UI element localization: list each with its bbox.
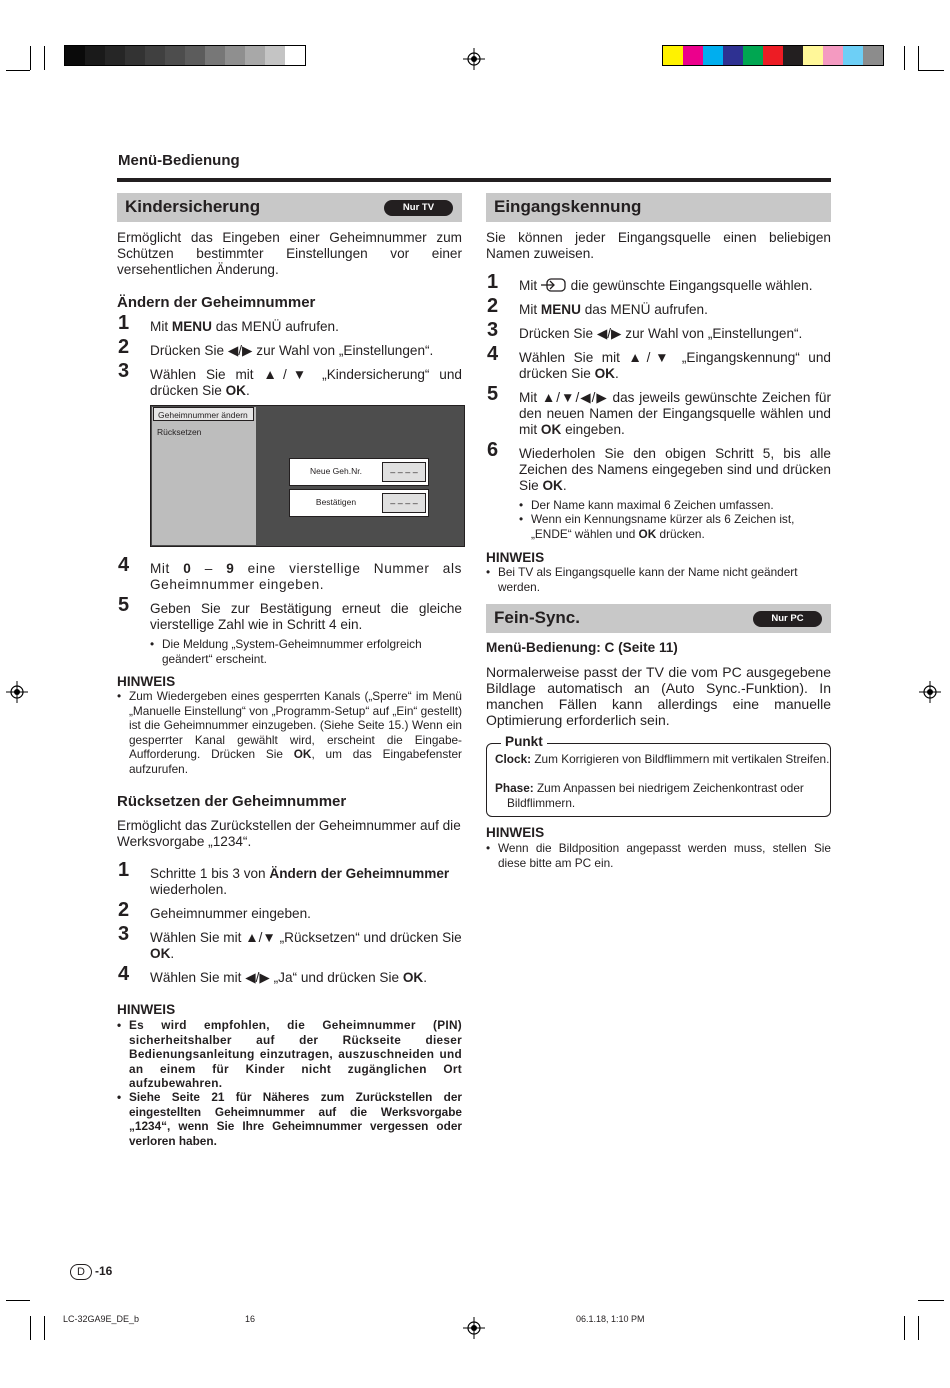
footer-page: 16 <box>245 1314 256 1324</box>
step-number: 4 <box>487 343 499 365</box>
calibration-swatch <box>145 46 165 65</box>
step-number: 1 <box>118 859 130 881</box>
phase-note <box>495 781 835 810</box>
calibration-swatch <box>85 46 105 65</box>
crop-mark <box>904 1316 905 1340</box>
header-rule <box>117 178 831 182</box>
crop-mark <box>918 70 944 71</box>
kindersicherung-header <box>117 193 462 222</box>
note-text: Die Meldung „System-Geheimnummer erfolgreich geändert“ erscheint. <box>162 637 422 666</box>
eingangskennung-header <box>486 193 831 222</box>
calibration-swatch <box>265 46 285 65</box>
fein-sync-intro: Normalerweise passt der TV die vom PC ausgegebene Bildlage automatisch an (Auto Sync.-Funktion). In manchen Fällen kann allerdings eine manuelle Optimierung erforderlich sein. <box>486 664 831 728</box>
registration-mark-icon <box>463 1317 485 1339</box>
hinweis-label: HINWEIS <box>117 674 176 689</box>
eingangskennung-title: Eingangskennung <box>494 197 642 216</box>
note-text: Der Name kann maximal 6 Zeichen umfassen. <box>531 498 774 512</box>
step-text: Wählen Sie mit ▲/▼ „Eingangskennung“ und drücken Sie OK. <box>519 350 831 381</box>
step-text: Drücken Sie ◀/▶ zur Wahl von „Einstellungen“. <box>519 326 803 341</box>
step-text: Geheimnummer eingeben. <box>150 906 311 921</box>
calibration-swatch <box>803 46 823 65</box>
calibration-swatch <box>723 46 743 65</box>
eingangskennung-intro: Sie können jeder Eingangsquelle einen beliebigen Namen zuweisen. <box>486 230 831 261</box>
hinweis-label: HINWEIS <box>486 550 545 565</box>
menu-screen <box>150 405 465 547</box>
hinweis-text: Es wird empfohlen, die Geheimnummer (PIN) sicherheitshalber auf der Rückseite dieser Bedienungsanleitung einzutragen, auszuschneiden und an einem für Kinder nicht zugänglichen Ort aufzubewahren. <box>129 1018 462 1090</box>
calibration-swatch <box>185 46 205 65</box>
step-number: 1 <box>487 271 499 293</box>
step-text: Schritte 1 bis 3 von Ändern der Geheimnummer wiederholen. <box>150 866 450 897</box>
step-number: 4 <box>118 963 130 985</box>
page-number-text: -16 <box>95 1264 113 1278</box>
hinweis-text: Siehe Seite 21 für Näheres zum Zurückstellen der eingestellten Geheimnummer auf die Werksvorgabe „1234“, wenn Sie Ihre Geheimnummer vergessen oder verloren haben. <box>129 1090 462 1148</box>
footer-file: LC-32GA9E_DE_b <box>63 1314 140 1324</box>
crop-mark <box>44 1316 45 1340</box>
punkt-title: Punkt <box>501 734 547 749</box>
kindersicherung-intro: Ermöglicht das Eingeben einer Geheimnummer zum Schützen bestimmter Einstellungen vor einer versehentlichen Änderung. <box>117 230 462 277</box>
input-source-icon <box>541 278 567 292</box>
hinweis-label: HINWEIS <box>486 825 545 840</box>
nur-pc-badge: Nur PC <box>753 611 822 627</box>
change-pin-heading: Ändern der Geheimnummer <box>117 294 316 311</box>
hinweis-label: HINWEIS <box>117 1002 176 1017</box>
calibration-swatch <box>165 46 185 65</box>
crop-mark <box>918 1300 944 1301</box>
fein-sync-header <box>486 604 831 633</box>
calibration-swatch <box>703 46 723 65</box>
footer-date: 06.1.18, 1:10 PM <box>576 1314 645 1324</box>
calibration-swatch <box>823 46 843 65</box>
confirm-pin-field[interactable] <box>289 489 429 517</box>
calibration-swatch <box>863 46 883 65</box>
confirm-pin-label: Bestätigen <box>315 497 357 507</box>
calibration-swatch <box>125 46 145 65</box>
clock-note <box>495 752 835 767</box>
step-text: Wählen Sie mit ▲/▼ „Rücksetzen“ und drücken Sie OK. <box>150 930 462 961</box>
calibration-swatch <box>843 46 863 65</box>
hinweis-text: Bei TV als Eingangsquelle kann der Name nicht geändert werden. <box>498 565 798 594</box>
crop-mark <box>918 1316 919 1340</box>
menu-tab-change-pin[interactable]: Geheimnummer ändern <box>153 407 254 421</box>
step-number: 5 <box>118 594 130 616</box>
step-number: 3 <box>118 923 130 945</box>
new-pin-field[interactable] <box>289 458 429 486</box>
step-number: 6 <box>487 439 499 461</box>
new-pin-label: Neue Geh.Nr. <box>310 466 362 476</box>
crop-mark <box>904 46 905 70</box>
bullet-dot: • <box>486 841 491 855</box>
step-text: Wählen Sie mit ◀/▶ „Ja“ und drücken Sie OK. <box>150 970 428 985</box>
bullet-dot: • <box>519 498 524 512</box>
crop-mark <box>30 1316 31 1340</box>
calibration-swatch <box>683 46 703 65</box>
step-number: 1 <box>118 312 130 334</box>
calibration-swatch <box>105 46 125 65</box>
calibration-swatch <box>783 46 803 65</box>
step-number: 2 <box>118 336 130 358</box>
calibration-swatch <box>225 46 245 65</box>
crop-mark <box>30 46 31 70</box>
step-text: Mit die gewünschte Eingangsquelle wählen. <box>519 278 813 293</box>
menu-item-reset[interactable]: Rücksetzen <box>157 427 202 437</box>
step-text: Wiederholen Sie den obigen Schritt 5, bis alle Zeichen des Namens eingegeben sind und drücken Sie OK. <box>519 446 831 493</box>
fein-sync-title: Fein-Sync. <box>494 608 580 627</box>
hinweis-text: Zum Wiedergeben eines gesperrten Kanals („Sperre“ im Menü „Manuelle Einstellung“ von „Programm-Setup“ auf „Ein“ gestellt) ist die Geheimnummer einzugeben. (Siehe Seite 15.) Wenn ein gesperrter Kanal gewählt wird, erscheint die Eingabe-Aufforderung. Drücken Sie OK, um das Eingabefenster aufzurufen. <box>129 689 462 776</box>
color-calibration-bar <box>662 45 884 66</box>
step-number: 4 <box>118 554 130 576</box>
step-text: Mit MENU das MENÜ aufrufen. <box>150 319 339 334</box>
bullet-dot: • <box>150 637 155 651</box>
step-text: Geben Sie zur Bestätigung erneut die gleiche vierstellige Zahl wie in Schritt 4 ein. <box>150 601 462 632</box>
kindersicherung-title: Kindersicherung <box>125 197 261 216</box>
menu-reference: Menü-Bedienung: C (Seite 11) <box>486 640 678 655</box>
reset-pin-heading: Rücksetzen der Geheimnummer <box>117 793 347 810</box>
calibration-swatch <box>743 46 763 65</box>
phase-label: Phase: <box>495 781 534 795</box>
clock-text: Zum Korrigieren von Bildflimmern mit vertikalen Streifen. <box>534 752 830 766</box>
new-pin-input[interactable]: – – – – <box>382 462 426 482</box>
crop-mark <box>918 46 919 70</box>
phase-text: Zum Anpassen bei niedrigem Zeichenkontrast oder Bildflimmern. <box>507 781 804 810</box>
confirm-pin-input[interactable]: – – – – <box>382 493 426 513</box>
language-circle: D <box>70 1264 92 1280</box>
calibration-swatch <box>763 46 783 65</box>
clock-label: Clock: <box>495 752 532 766</box>
bullet-dot: • <box>117 1018 122 1032</box>
grayscale-calibration-bar <box>64 45 306 66</box>
page-number <box>70 1264 112 1280</box>
note-text: Wenn ein Kennungsname kürzer als 6 Zeichen ist, „ENDE“ wählen und OK drücken. <box>531 512 795 541</box>
calibration-swatch <box>663 46 683 65</box>
section-title: Menü-Bedienung <box>118 152 240 169</box>
step-number: 5 <box>487 383 499 405</box>
calibration-swatch <box>65 46 85 65</box>
step-number: 2 <box>118 899 130 921</box>
step-text: Wählen Sie mit ▲/▼ „Kindersicherung“ und drücken Sie OK. <box>150 367 462 398</box>
crop-mark <box>44 46 45 70</box>
registration-mark-icon <box>919 681 941 703</box>
bullet-dot: • <box>486 565 491 579</box>
calibration-swatch <box>205 46 225 65</box>
registration-mark-icon <box>463 48 485 70</box>
bullet-dot: • <box>117 689 122 703</box>
hinweis-text: Wenn die Bildposition angepasst werden muss, stellen Sie diese bitte am PC ein. <box>498 841 831 870</box>
step-text: Mit MENU das MENÜ aufrufen. <box>519 302 708 317</box>
step-number: 3 <box>487 319 499 341</box>
punkt-box <box>486 734 831 817</box>
step-text: Drücken Sie ◀/▶ zur Wahl von „Einstellungen“. <box>150 343 434 358</box>
bullet-dot: • <box>519 512 524 526</box>
crop-mark <box>6 1300 30 1301</box>
bullet-dot: • <box>117 1090 122 1104</box>
calibration-swatch <box>245 46 265 65</box>
step-number: 3 <box>118 360 130 382</box>
reset-intro: Ermöglicht das Zurückstellen der Geheimnummer auf die Werksvorgabe „1234“. <box>117 818 461 849</box>
step-number: 2 <box>487 295 499 317</box>
registration-mark-icon <box>6 681 28 703</box>
step-text: Mit 0 – 9 eine vierstellige Nummer als Geheimnummer eingeben. <box>150 561 462 592</box>
step-text: Mit ▲/▼/◀/▶ das jeweils gewünschte Zeichen für den neuen Namen der Eingangsquelle wählen und mit OK eingeben. <box>519 390 831 437</box>
crop-mark <box>6 70 30 71</box>
calibration-swatch <box>285 46 305 65</box>
nur-tv-badge: Nur TV <box>384 200 453 216</box>
